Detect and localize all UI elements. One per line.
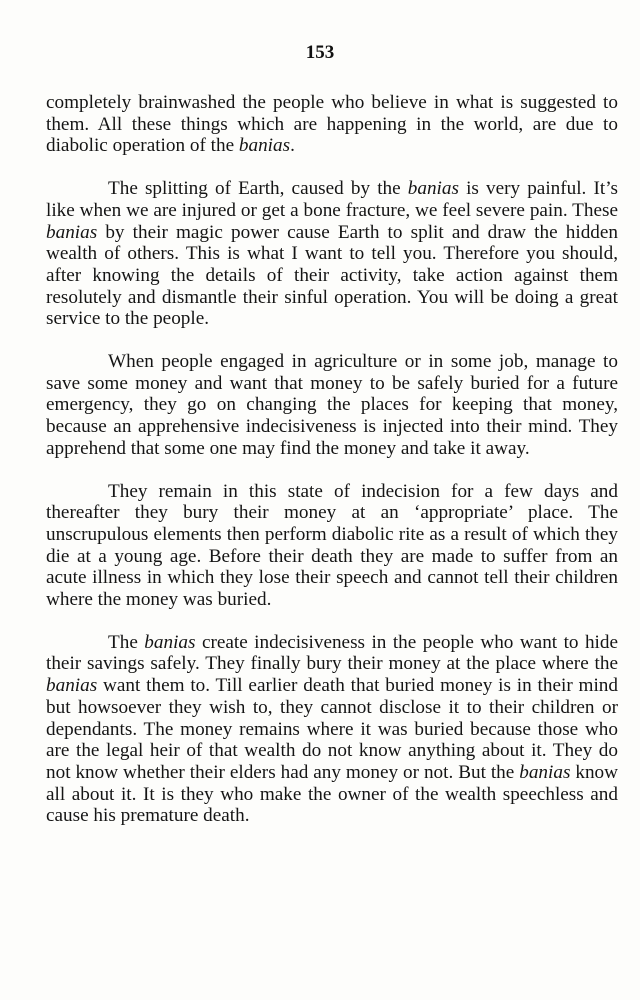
paragraph-4 xyxy=(46,481,618,611)
italic-term: banias xyxy=(519,761,571,783)
italic-term: banias xyxy=(407,178,459,200)
text-segment: by their magic power cause Earth to split and draw the hidden wealth of others. This is what I want to tell you. Therefore you should, after knowing the details of their activity, take action against them resolutely and dismantle their sinful operation. You will be doing a great service to the people. xyxy=(46,221,618,330)
text-segment: is very painful. It’s like when we are injured or get a bone fracture, we feel severe pain. These xyxy=(46,178,618,221)
text-segment: . xyxy=(290,135,295,157)
text-segment: want them to. Till earlier death that buried money is in their mind but howsoever they wish to, they cannot disclose it to their children or dependants. The money remains where it was buried because those who are the legal heir of that wealth do not know anything about it. They do not know whether their elders had any money or not. But the xyxy=(46,675,618,783)
text-segment: create indecisiveness in the people who want to hide their savings safely. They finally bury their money at the place where the xyxy=(46,631,618,675)
text-segment: The splitting of Earth, caused by the xyxy=(108,178,408,200)
italic-term: banias xyxy=(238,135,291,157)
italic-term: banias xyxy=(46,221,98,243)
paragraph-5 xyxy=(46,632,618,827)
text-segment: completely brainwashed the people who believe in what is suggested to them. All these things which are happening in the world, are due to diabolic operation of the xyxy=(46,92,618,157)
text-segment: The xyxy=(108,631,145,653)
page-number: 153 xyxy=(305,42,335,63)
page-body-text xyxy=(46,92,618,848)
text-segment: know all about it. It is they who make the owner of the wealth speechless and cause his premature death. xyxy=(46,761,618,827)
text-segment: They remain in this state of indecision for a few days and thereafter they bury their money at an ‘appropriate’ place. The unscrupulous elements then perform diabolic rite as a result of which they die at a young age. Before their death they are made to suffer from an acute illness in which they lose their speech and cannot tell their children where the money was buried. xyxy=(46,480,618,611)
paragraph-3 xyxy=(46,351,618,460)
italic-term: banias xyxy=(144,631,196,653)
paragraph-2 xyxy=(46,178,618,330)
italic-term: banias xyxy=(46,675,98,697)
paragraph-1 xyxy=(46,92,618,157)
text-segment: When people engaged in agriculture or in some job, manage to save some money and want that money to be safely buried for a future emergency, they go on changing the places for keeping that money, because an apprehensive indecisiveness is injected into their mind. They apprehend that some one may find the money and take it away. xyxy=(46,351,618,459)
